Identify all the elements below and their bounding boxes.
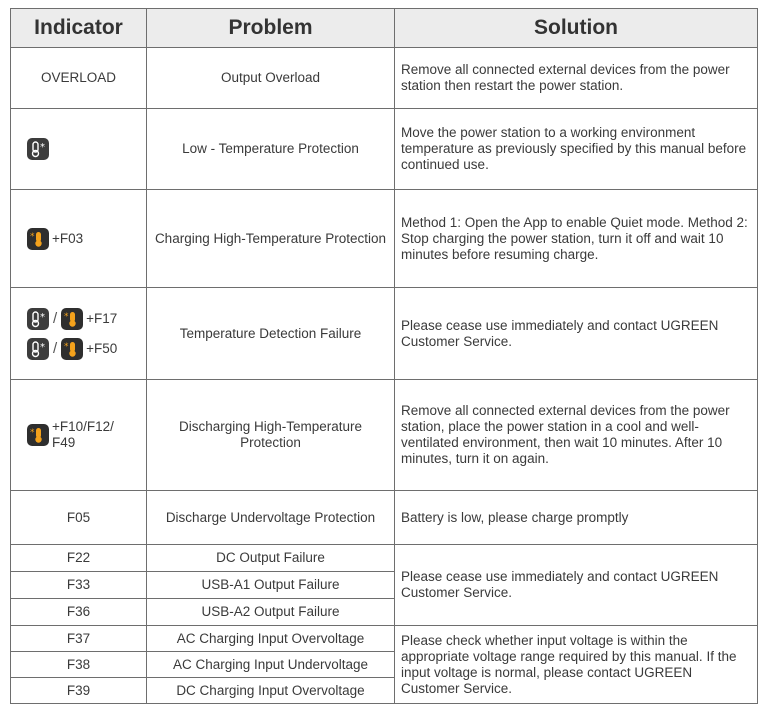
low-temperature-icon (27, 338, 49, 360)
problem-cell: DC Output Failure (147, 545, 395, 572)
solution-cell: Please cease use immediately and contact UGREEN Customer Service. (395, 288, 758, 380)
high-temperature-icon (61, 338, 83, 360)
svg-text:*: * (64, 311, 69, 322)
high-temperature-icon (61, 308, 83, 330)
indicator-cell: F38 (11, 652, 147, 678)
svg-text:*: * (30, 231, 35, 242)
problem-cell: Discharge Undervoltage Protection (147, 491, 395, 545)
header-row (11, 9, 758, 48)
solution-cell: Battery is low, please charge promptly (395, 491, 758, 545)
indicator-cell (11, 288, 147, 380)
problem-cell: Charging High-Temperature Protection (147, 190, 395, 288)
indicator-cell: F37 (11, 626, 147, 652)
troubleshooting-table (10, 8, 758, 704)
slash-separator: / (53, 339, 58, 357)
solution-cell: Remove all connected external devices from the power station then restart the power station. (395, 48, 758, 109)
table-row (11, 545, 758, 572)
indicator-cell: F39 (11, 678, 147, 704)
problem-cell: Temperature Detection Failure (147, 288, 395, 380)
svg-text:*: * (40, 311, 45, 323)
error-code: +F03 (52, 230, 84, 246)
problem-cell: USB-A2 Output Failure (147, 599, 395, 626)
header-indicator: Indicator (11, 9, 147, 48)
indicator-cell (11, 380, 147, 491)
svg-text:*: * (30, 428, 35, 438)
solution-cell: Move the power station to a working environment temperature as previously specified by this manual before continued use. (395, 109, 758, 190)
table-row (11, 48, 758, 109)
indicator-cell: OVERLOAD (11, 48, 147, 109)
high-temperature-icon (27, 424, 49, 446)
header-solution: Solution (395, 9, 758, 48)
indicator-cell: F22 (11, 545, 147, 572)
problem-cell: AC Charging Input Undervoltage (147, 652, 395, 678)
svg-text:*: * (40, 341, 45, 353)
low-temperature-icon (27, 308, 49, 330)
indicator-cell: F36 (11, 599, 147, 626)
slash-separator: / (53, 309, 58, 327)
problem-cell: Discharging High-Temperature Protection (147, 380, 395, 491)
problem-cell: AC Charging Input Overvoltage (147, 626, 395, 652)
indicator-cell: F05 (11, 491, 147, 545)
solution-cell: Please cease use immediately and contact UGREEN Customer Service. (395, 545, 758, 626)
table-row (11, 491, 758, 545)
table-row (11, 190, 758, 288)
table-row (11, 380, 758, 491)
high-temperature-icon (27, 228, 49, 250)
low-temperature-icon (27, 138, 49, 160)
solution-cell: Method 1: Open the App to enable Quiet mode. Method 2: Stop charging the power station, turn it off and wait 10 minutes before resuming charge. (395, 190, 758, 288)
indicator-cell (11, 190, 147, 288)
solution-cell: Please check whether input voltage is within the appropriate voltage range required by this manual. If the input voltage is normal, please contact UGREEN Customer Service. (395, 626, 758, 704)
table-row (11, 288, 758, 380)
header-problem: Problem (147, 9, 395, 48)
table-row (11, 109, 758, 190)
error-code: +F50 (86, 340, 118, 356)
svg-text:*: * (64, 341, 69, 352)
error-code: +F17 (86, 310, 118, 326)
table-row (11, 626, 758, 652)
problem-cell: DC Charging Input Overvoltage (147, 678, 395, 704)
solution-cell: Remove all connected external devices from the power station, place the power station in a cool and well-ventilated environment, then wait 10 minutes. After 10 minutes, turn it on again. (395, 380, 758, 491)
indicator-cell: F33 (11, 572, 147, 599)
error-code: +F10/F12/ F49 (52, 419, 114, 450)
problem-cell: Output Overload (147, 48, 395, 109)
indicator-cell (11, 109, 147, 190)
svg-text:*: * (40, 142, 45, 153)
problem-cell: USB-A1 Output Failure (147, 572, 395, 599)
problem-cell: Low - Temperature Protection (147, 109, 395, 190)
